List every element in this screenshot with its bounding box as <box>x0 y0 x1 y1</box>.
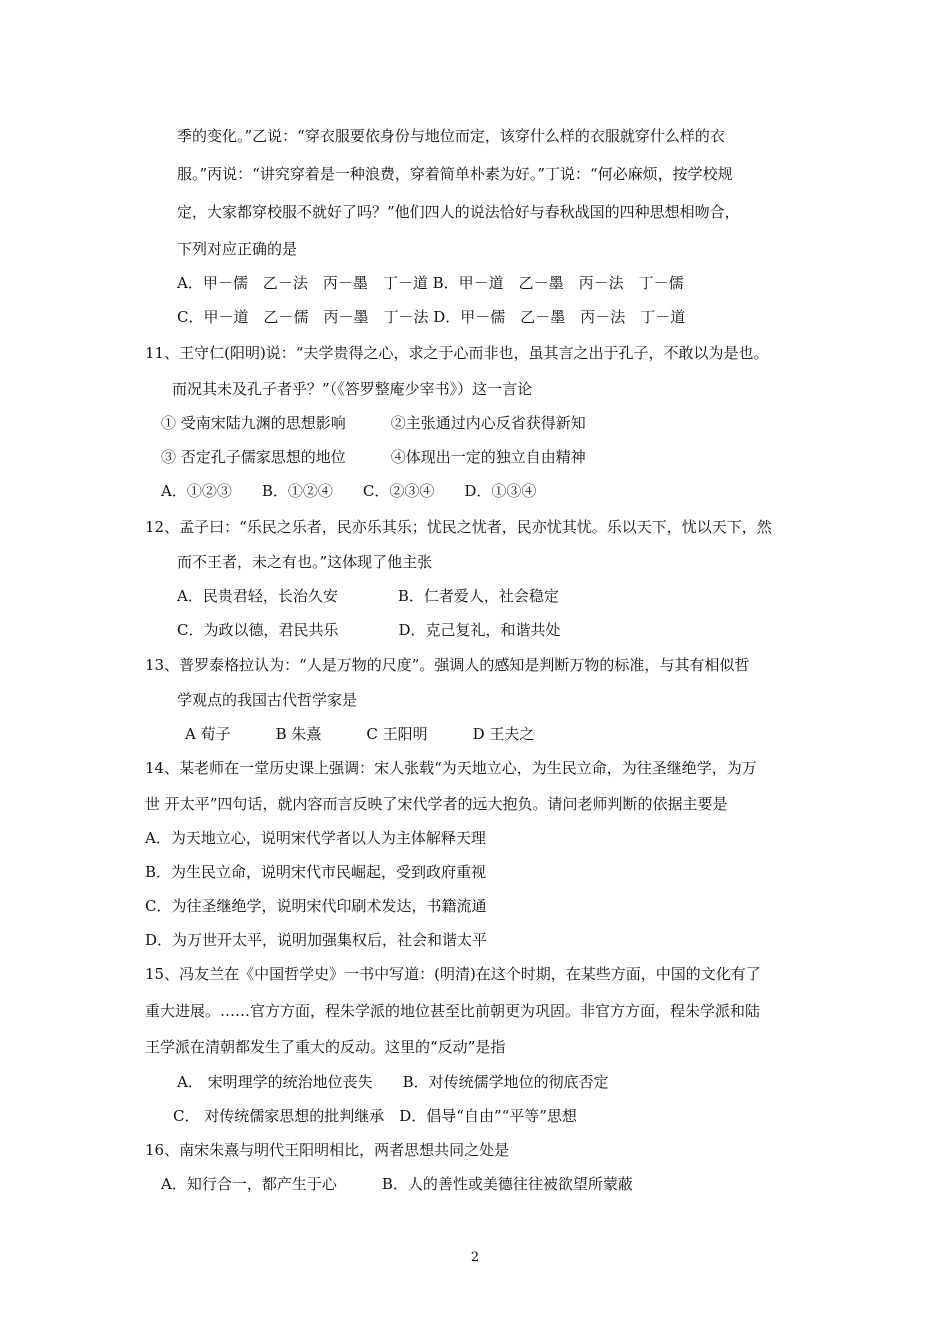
option-line: A．民贵君轻，长治久安 B．仁者爱人，社会稳定 <box>177 587 559 605</box>
option-line: A．甲－儒 乙－法 丙－墨 丁－道 B．甲－道 乙－墨 丙－法 丁－儒 <box>177 274 684 292</box>
text-line: 定，大家都穿校服不就好了吗？”他们四人的说法恰好与春秋战国的四种思想相吻合， <box>177 203 740 221</box>
option-line: A．为天地立心，说明宋代学者以人为主体解释天理 <box>145 829 486 847</box>
question-11-stem: 11、王守仁(阳明)说：“夫学贵得之心，求之于心而非也，虽其言之出于孔子，不敢以为是也。 <box>145 344 769 362</box>
statement-line: ③ 否定孔子儒家思想的地位 ④体现出一定的独立自由精神 <box>161 448 586 466</box>
text-line: 季的变化。”乙说：“穿衣服要依身份与地位而定，该穿什么样的衣服就穿什么样的衣 <box>177 127 725 145</box>
option-line: A． 宋明理学的统治地位丧失 B．对传统儒学地位的彻底否定 <box>177 1073 609 1091</box>
text-line: 而况其未及孔子者乎？”（《答罗整庵少宰书》）这一言论 <box>172 380 533 398</box>
text-line: 下列对应正确的是 <box>177 240 298 258</box>
text-line: 王学派在清朝都发生了重大的反动。这里的“反动”是指 <box>145 1038 506 1056</box>
text-line: 重大进展。……官方方面，程朱学派的地位甚至比前朝更为巩固。非官方方面，程朱学派和陆 <box>145 1002 761 1020</box>
option-line: A．知行合一，都产生于心 B．人的善性或美德往往被欲望所蒙蔽 <box>161 1175 633 1193</box>
question-14-stem: 14、某老师在一堂历史课上强调：宋人张载“为天地立心，为生民立命，为往圣继绝学，为万 <box>145 759 757 777</box>
option-line: B．为生民立命，说明宋代市民崛起，受到政府重视 <box>145 863 487 881</box>
text-line: 学观点的我国古代哲学家是 <box>177 691 358 709</box>
text-line: 而不王者，未之有也。”这体现了他主张 <box>177 553 433 571</box>
option-line: A 荀子 B 朱熹 C 王阳明 D 王夫之 <box>185 725 535 743</box>
question-15-stem: 15、冯友兰在《中国哲学史》一书中写道：(明清)在这个时期，在某些方面，中国的文化有了 <box>145 965 761 983</box>
question-16-stem: 16、南宋朱熹与明代王阳明相比，两者思想共同之处是 <box>145 1141 510 1159</box>
option-line: D．为万世开太平，说明加强集权后，社会和谐太平 <box>145 931 488 949</box>
option-line: C．为政以德，君民共乐 D．克己复礼，和谐共处 <box>177 621 561 639</box>
text-line: 世 开太平”四句话，就内容而言反映了宋代学者的远大抱负。请问老师判断的依据主要是 <box>145 795 728 813</box>
question-12-stem: 12、孟子曰：“乐民之乐者，民亦乐其乐；忧民之忧者，民亦忧其忧。乐以天下，忧以天下，然 <box>145 518 772 536</box>
option-line: C． 对传统儒家思想的批判继承 D．倡导“自由”“平等”思想 <box>173 1107 577 1125</box>
text-line: 服。”丙说：“讲究穿着是一种浪费，穿着简单朴素为好。”丁说：“何必麻烦，按学校规 <box>177 165 733 183</box>
question-13-stem: 13、普罗泰格拉认为：“人是万物的尺度”。强调人的感知是判断万物的标准，与其有相似哲 <box>145 656 750 674</box>
option-line: C．甲－道 乙－儒 丙－墨 丁－法 D．甲－儒 乙－墨 丙－法 丁－道 <box>177 308 686 326</box>
statement-line: ① 受南宋陆九渊的思想影响 ②主张通过内心反省获得新知 <box>161 414 586 432</box>
page-number: 2 <box>470 1250 480 1265</box>
option-line: A．①②③ B．①②④ C．②③④ D．①③④ <box>161 482 537 500</box>
option-line: C．为往圣继绝学，说明宋代印刷术发达，书籍流通 <box>145 897 487 915</box>
